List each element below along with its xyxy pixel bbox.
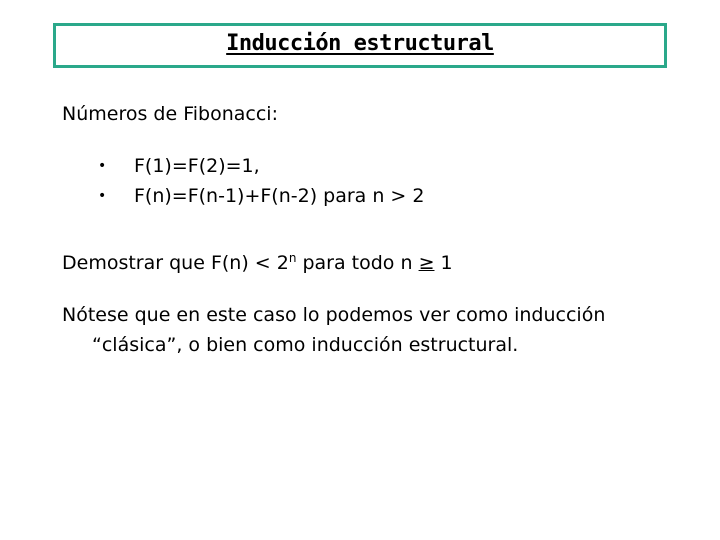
claim-geq-symbol: ≥ bbox=[418, 252, 435, 274]
note-line-2: “clásica”, o bien como inducción estructural. bbox=[92, 334, 519, 356]
definition-list bbox=[98, 151, 424, 211]
list-item bbox=[98, 181, 424, 211]
claim-exponent: n bbox=[288, 251, 297, 265]
note-line-1: Nótese que en este caso lo podemos ver como inducción bbox=[62, 304, 606, 326]
claim-after: 1 bbox=[434, 252, 453, 274]
claim-before: Demostrar que F(n) < 2 bbox=[62, 252, 289, 274]
title-box bbox=[53, 23, 667, 68]
note-text bbox=[62, 300, 702, 360]
slide-title: Inducción estructural bbox=[226, 31, 494, 56]
claim-text bbox=[62, 243, 453, 278]
bullet-text: F(1)=F(2)=1, bbox=[134, 155, 260, 177]
bullet-icon: • bbox=[98, 158, 107, 174]
bullet-text: F(n)=F(n-1)+F(n-2) para n > 2 bbox=[134, 185, 425, 207]
list-item bbox=[98, 151, 424, 181]
bullet-icon: • bbox=[98, 188, 107, 204]
intro-text: Números de Fibonacci: bbox=[62, 103, 278, 125]
claim-middle: para todo n bbox=[296, 252, 419, 274]
